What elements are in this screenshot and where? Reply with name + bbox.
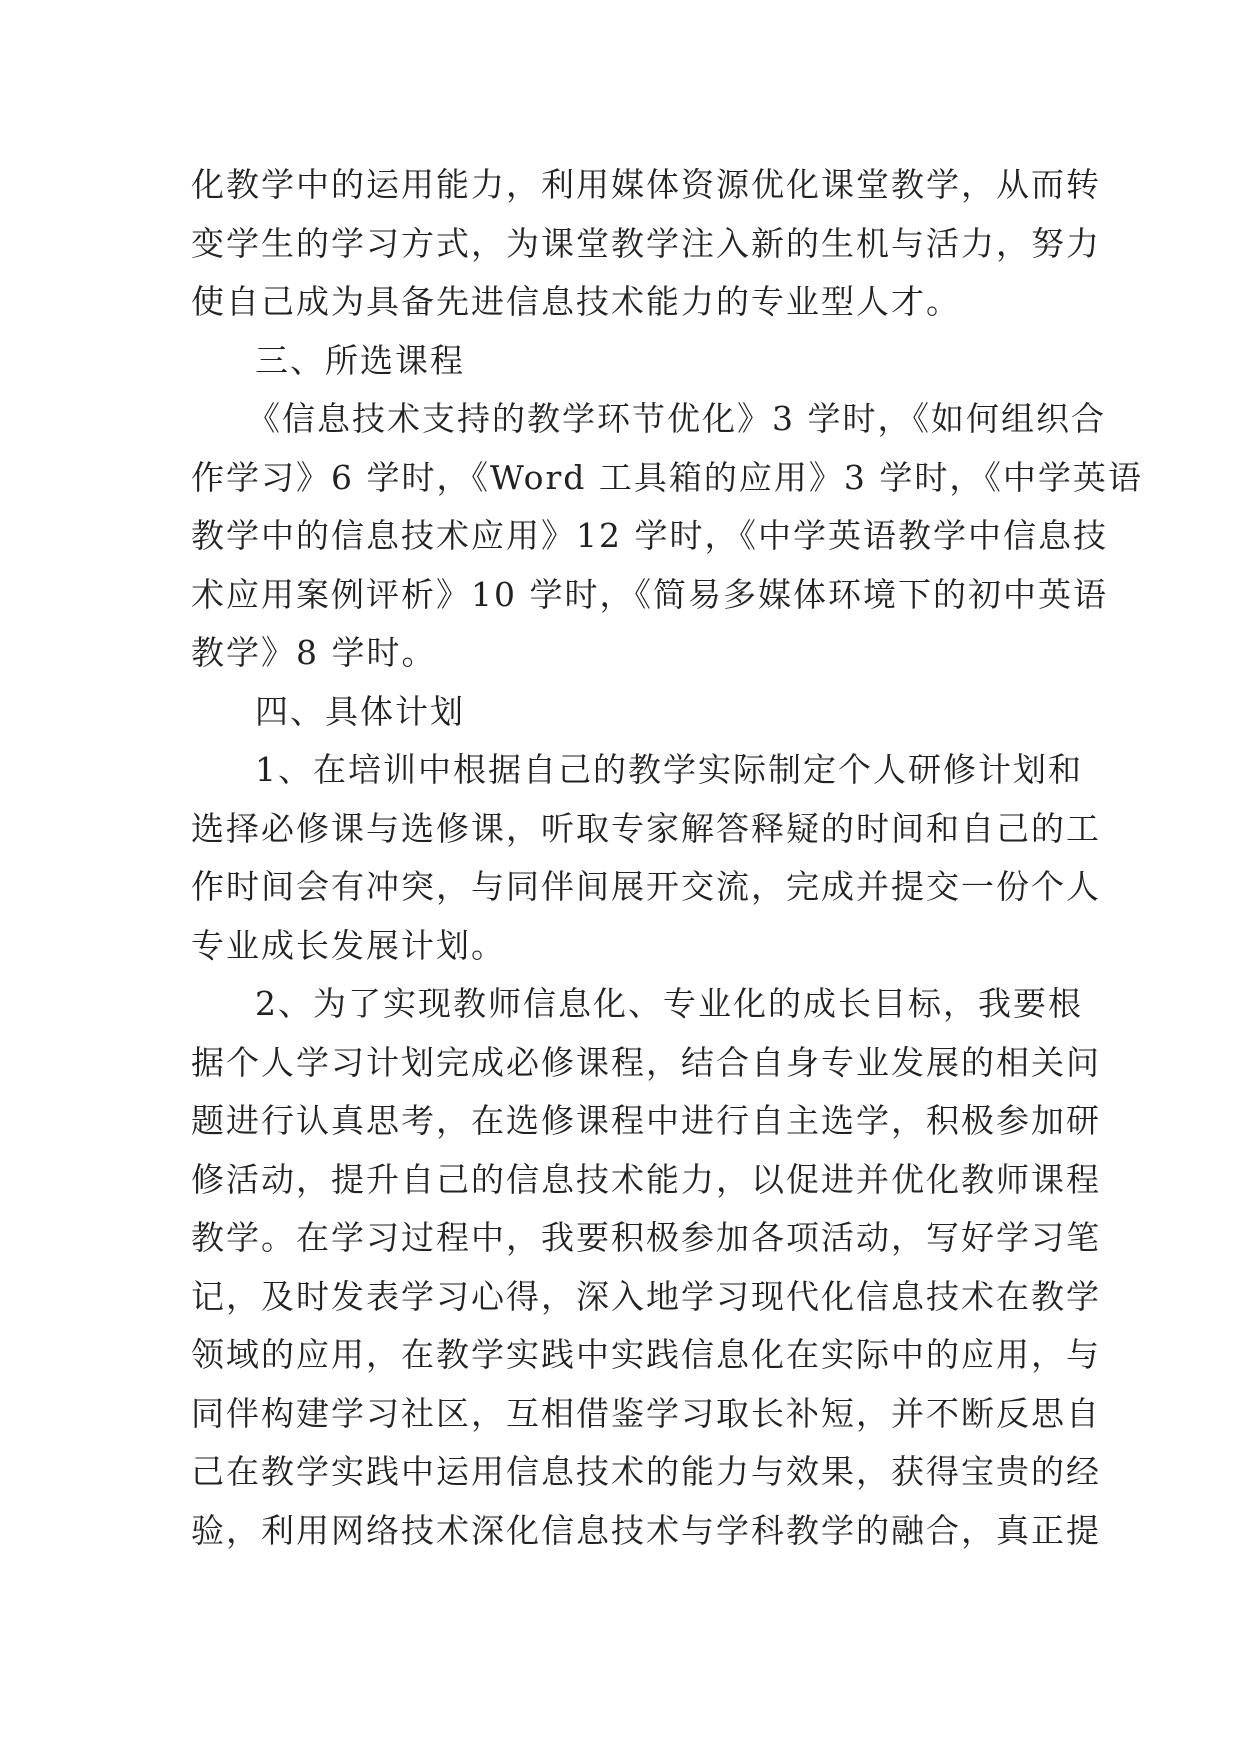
text-line: 变学生的学习方式，为课堂教学注入新的生机与活力，努力 (191, 223, 1101, 263)
text-line: 作时间会有冲突，与同伴间展开交流，完成并提交一份个人 (191, 867, 1101, 906)
text-line: 修活动，提升自己的信息技术能力，以促进并优化教师课程 (191, 1159, 1101, 1199)
text-line: 术应用案例评析》10 学时，《简易多媒体环境下的初中英语 (191, 574, 1108, 614)
text-line: 据个人学习计划完成必修课程，结合自身专业发展的相关问 (191, 1042, 1101, 1082)
text-line: 验，利用网络技术深化信息技术与学科教学的融合，真正提 (191, 1510, 1101, 1550)
text-line: 选择必修课与选修课，听取专家解答释疑的时间和自己的工 (191, 808, 1101, 848)
text-line: 化教学中的运用能力，利用媒体资源优化课堂教学，从而转 (191, 165, 1101, 204)
paragraph-plan-1 (191, 741, 1101, 975)
paragraph-plan-2 (191, 975, 1101, 1560)
text-line: 记，及时发表学习心得，深入地学习现代化信息技术在教学 (191, 1276, 1101, 1316)
text-line: 使自己成为具备先进信息技术能力的专业型人才。 (191, 282, 961, 321)
section-heading-courses: 三、所选课程 (255, 340, 465, 380)
text-line: 题进行认真思考，在选修课程中进行自主选学，积极参加研 (191, 1101, 1101, 1140)
text-line: 专业成长发展计划。 (191, 925, 506, 965)
text-line: 教学》8 学时。 (191, 633, 437, 672)
text-line: 教学。在学习过程中，我要积极参加各项活动，写好学习笔 (191, 1218, 1101, 1257)
text-line: 作学习》6 学时，《Word 工具箱的应用》3 学时，《中学英语 (191, 457, 1143, 497)
text-line: 1、在培训中根据自己的教学实际制定个人研修计划和 (255, 750, 1083, 789)
text-line: 同伴构建学习社区，互相借鉴学习取长补短，并不断反思自 (191, 1393, 1101, 1433)
text-line: 领域的应用，在教学实践中实践信息化在实际中的应用，与 (191, 1335, 1101, 1374)
paragraph-continuation (191, 156, 1101, 332)
paragraph-courses (191, 390, 1143, 683)
text-line: 教学中的信息技术应用》12 学时，《中学英语教学中信息技 (191, 516, 1108, 555)
document-body (191, 156, 1143, 1560)
text-line: 己在教学实践中运用信息技术的能力与效果，获得宝贵的经 (191, 1452, 1101, 1491)
section-heading-plan: 四、具体计划 (255, 691, 465, 731)
text-line: 2、为了实现教师信息化、专业化的成长目标，我要根 (255, 984, 1083, 1023)
text-line: 《信息技术支持的教学环节优化》3 学时，《如何组织合 (247, 399, 1106, 438)
